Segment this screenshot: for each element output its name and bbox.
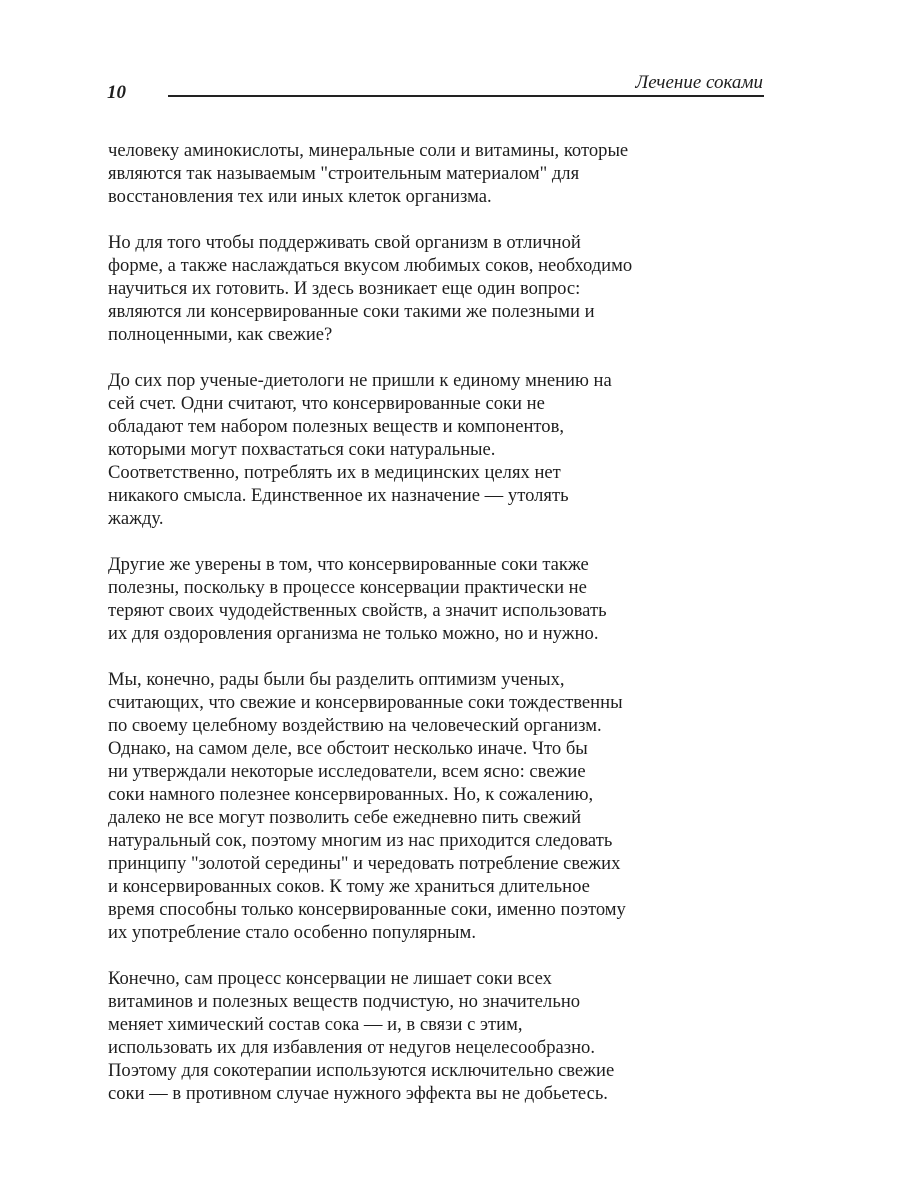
text-line: человеку аминокислоты, минеральные соли и витамины, которые [108, 140, 629, 161]
text-line: являются ли консервированные соки такими же полезными и [108, 301, 595, 322]
text-line: сей счет. Одни считают, что консервированные соки не [108, 393, 545, 414]
text-line: Поэтому для сокотерапии используются исключительно свежие [108, 1060, 615, 1081]
text-line: витаминов и полезных веществ подчистую, но значительно [108, 991, 581, 1012]
text-line: обладают тем набором полезных веществ и компонентов, [108, 416, 565, 437]
text-line: полноценными, как свежие? [108, 324, 333, 345]
text-line: Однако, на самом деле, все обстоит несколько иначе. Что бы [108, 738, 588, 759]
text-line: использовать их для избавления от недугов нецелесообразно. [108, 1037, 595, 1058]
paragraph [108, 967, 632, 1105]
text-line: ни утверждали некоторые исследователи, всем ясно: свежие [108, 761, 586, 782]
paragraph [108, 231, 632, 346]
text-line: До сих пор ученые-диетологи не пришли к единому мнению на [108, 370, 612, 391]
text-line: соки — в противном случае нужного эффекта вы не добьетесь. [108, 1083, 608, 1104]
text-line: Мы, конечно, рады были бы разделить оптимизм ученых, [108, 669, 565, 690]
paragraph [108, 139, 632, 208]
text-line: научиться их готовить. И здесь возникает еще один вопрос: [108, 278, 581, 299]
text-line: далеко не все могут позволить себе ежедневно пить свежий [108, 807, 582, 828]
text-line: Но для того чтобы поддерживать свой организм в отличной [108, 232, 581, 253]
text-line: никакого смысла. Единственное их назначение — утолять [108, 485, 569, 506]
page-number: 10 [107, 82, 126, 103]
text-line: время способны только консервированные соки, именно поэтому [108, 899, 626, 920]
text-line: являются так называемым "строительным материалом" для [108, 163, 580, 184]
text-line: принципу "золотой середины" и чередовать потребление свежих [108, 853, 621, 874]
text-line: соки намного полезнее консервированных. Но, к сожалению, [108, 784, 594, 805]
text-line: меняет химический состав сока — и, в связи с этим, [108, 1014, 523, 1035]
text-line: их для оздоровления организма не только можно, но и нужно. [108, 623, 599, 644]
text-line: теряют своих чудодейственных свойств, а значит использовать [108, 600, 607, 621]
text-line: Другие же уверены в том, что консервированные соки также [108, 554, 589, 575]
text-line: натуральный сок, поэтому многим из нас приходится следовать [108, 830, 613, 851]
text-line: и консервированных соков. К тому же храниться длительное [108, 876, 590, 897]
text-line: восстановления тех или иных клеток организма. [108, 186, 492, 207]
paragraph [108, 668, 632, 944]
text-line: Соответственно, потреблять их в медицинских целях нет [108, 462, 561, 483]
paragraph [108, 369, 632, 530]
text-line: полезны, поскольку в процессе консервации практически не [108, 577, 587, 598]
text-line: их употребление стало особенно популярным. [108, 922, 476, 943]
header-rule [168, 95, 764, 97]
body-text [108, 139, 632, 1128]
text-line: по своему целебному воздействию на человеческий организм. [108, 715, 602, 736]
text-line: Конечно, сам процесс консервации не лишает соки всех [108, 968, 552, 989]
running-title: Лечение соками [635, 72, 763, 93]
paragraph [108, 553, 632, 645]
text-line: форме, а также наслаждаться вкусом любимых соков, необходимо [108, 255, 633, 276]
text-line: которыми могут похвастаться соки натуральные. [108, 439, 496, 460]
text-line: жажду. [108, 508, 164, 529]
text-line: считающих, что свежие и консервированные соки тождественны [108, 692, 623, 713]
